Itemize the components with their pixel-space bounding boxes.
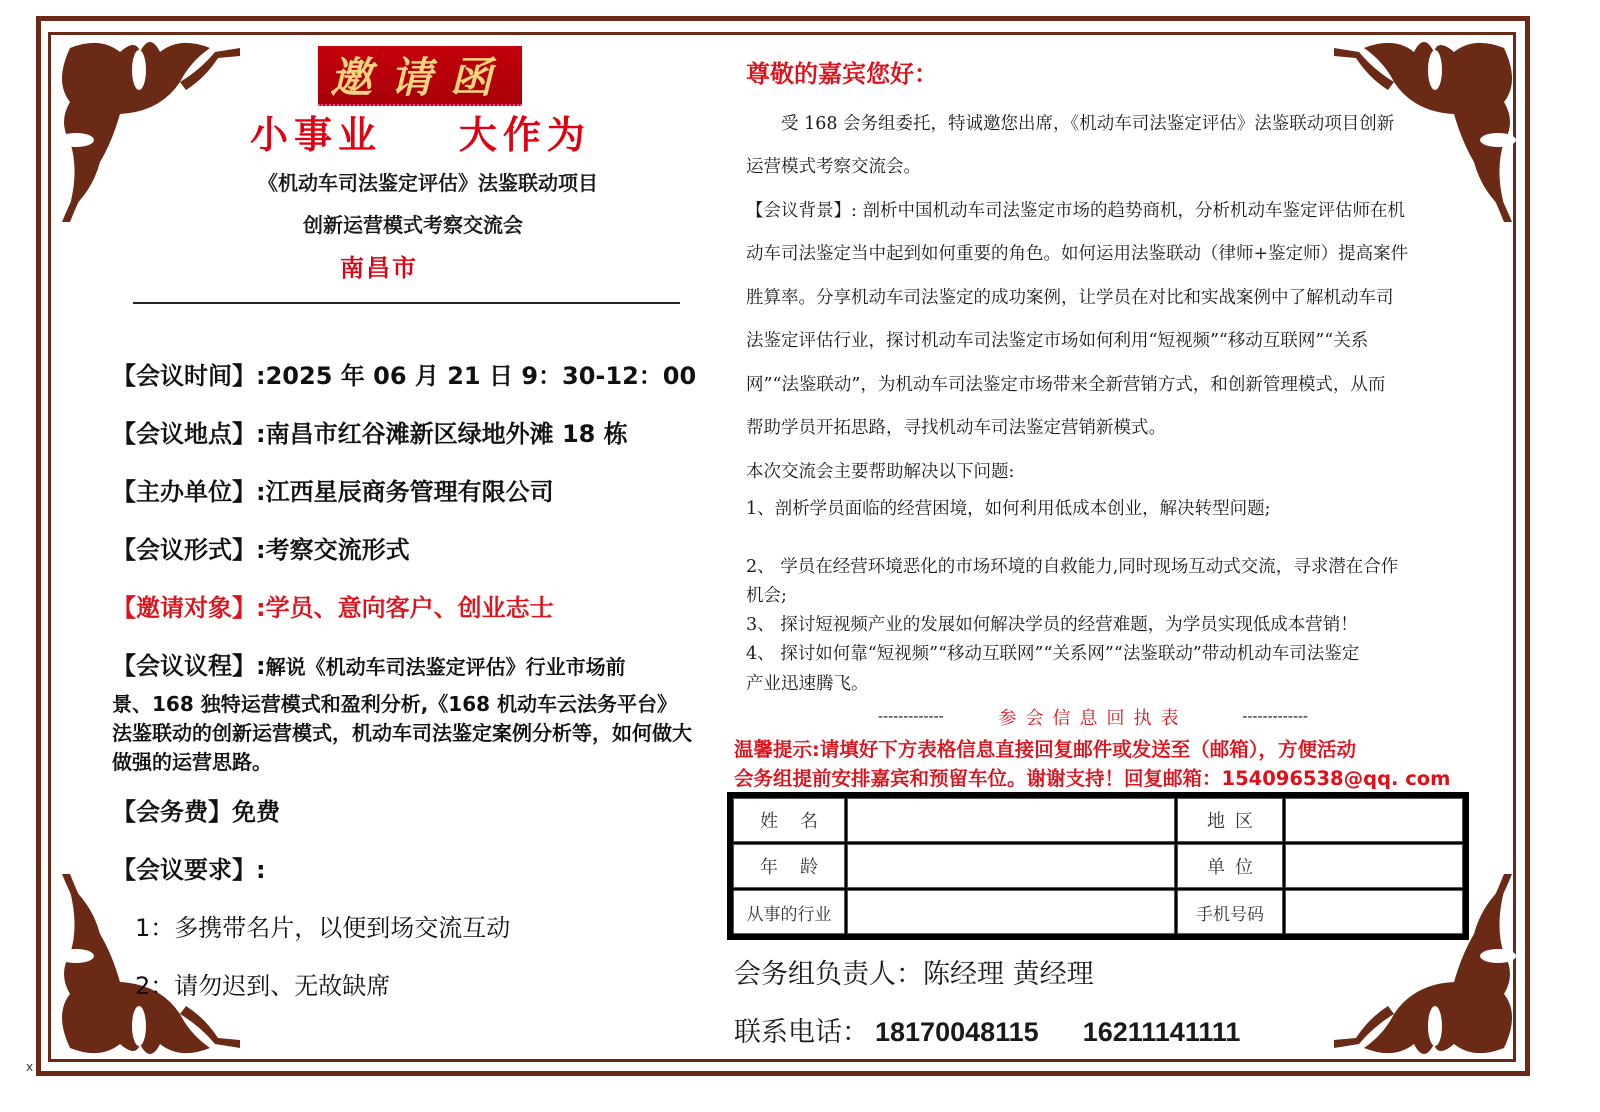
info-label: 【会议形式】: [112, 536, 266, 564]
info-meeting-location [112, 414, 628, 449]
form-label-company: 单位 [1178, 845, 1282, 887]
contact-person [734, 952, 1094, 991]
info-value: 江西星辰商务管理有限公司 [265, 478, 554, 506]
requirement-item: 2：请勿迟到、无故缺席 [135, 972, 391, 1000]
phone-field[interactable] [1286, 891, 1462, 933]
info-label: 【会议议程】: [112, 652, 266, 680]
tip-line: 温馨提示:请填好下方表格信息直接回复邮件或发送至（邮箱），方便活动 [734, 738, 1357, 761]
stray-mark: x [26, 1060, 34, 1074]
name-field[interactable] [848, 799, 1174, 841]
info-label: 【会务费】 [112, 798, 232, 826]
age-field[interactable] [848, 845, 1174, 887]
slogan: 小事业 大作为 [250, 112, 591, 157]
issue-item: 3、 探讨短视频产业的发展如何解决学员的经营难题，为学员实现低成本营销！ [746, 615, 1358, 635]
dashes: ------------- [1242, 709, 1308, 725]
event-title: 创新运营模式考察交流会 [303, 213, 523, 237]
info-value: 2025 年 06 月 21 日 9：30-12：00 [265, 362, 697, 390]
greeting: 尊敬的嘉宾您好： [746, 60, 938, 88]
issue-item: 4、 探讨如何靠“短视频”“移动互联网”“关系网”“法鉴联动”带动机动车司法鉴定 [746, 644, 1360, 664]
receipt-title: 参会信息回执表 [998, 708, 1188, 729]
info-value: 考察交流形式 [265, 536, 410, 564]
paragraph-line: 法鉴定评估行业，探讨机动车司法鉴定市场如何利用“短视频”“移动互联网”“关系 [746, 331, 1369, 351]
info-invitees [112, 588, 554, 623]
industry-field[interactable] [848, 891, 1174, 933]
paragraph-line: 本次交流会主要帮助解决以下问题: [746, 462, 1015, 482]
info-label: 【会议要求】: [112, 856, 266, 884]
info-requirements [112, 850, 266, 885]
left-column [0, 0, 720, 1112]
info-fee [112, 792, 280, 827]
info-format [112, 530, 410, 565]
info-label: 【会议地点】: [112, 420, 266, 448]
issue-item: 产业迅速腾飞。 [746, 674, 869, 694]
info-label: 【主办单位】: [112, 478, 266, 506]
form-label-industry: 从事的行业 [734, 891, 844, 933]
form-label-region: 地区 [1178, 799, 1282, 841]
registration-form [727, 792, 1469, 940]
requirement-item: 1：多携带名片，以便到场交流互动 [135, 914, 511, 942]
paragraph-line: 胜算率。分享机动车司法鉴定的成功案例，让学员在对比和实战案例中了解机动车司 [746, 288, 1394, 308]
banner-title: 邀请函 [329, 53, 510, 102]
company-field[interactable] [1286, 845, 1462, 887]
paragraph-line: 受 168 会务组委托，特诚邀您出席，《机动车司法鉴定评估》法鉴联动项目创新 [746, 114, 1395, 134]
info-value: 解说《机动车司法鉴定评估》行业市场前 [265, 655, 626, 679]
paragraph-line: 动车司法鉴定当中起到如何重要的角色。如何运用法鉴联动（律师+鉴定师）提高案件 [746, 244, 1409, 264]
invitation-banner [318, 46, 522, 106]
form-label-name: 姓名 [734, 799, 844, 841]
info-agenda [112, 646, 626, 681]
paragraph-line: 【会议背景】: 剖析中国机动车司法鉴定市场的趋势商机，分析机动车鉴定评估师在机 [746, 201, 1405, 221]
phone-number: 18170048115 [875, 1017, 1039, 1047]
agenda-text: 景、168 独特运营模式和盈利分析,《168 机动车云法务平台》法鉴联动的创新运营模式，机动车司法鉴定案例分析等，如何做大做强的运营思路。 [112, 692, 692, 774]
info-label: 【会议时间】: [112, 362, 266, 390]
form-label-age: 年龄 [734, 845, 844, 887]
info-value: 南昌市红谷滩新区绿地外滩 18 栋 [265, 420, 628, 448]
receipt-heading [878, 704, 1308, 730]
info-value: 学员、意向客户、创业志士 [265, 594, 554, 622]
info-meeting-time [112, 356, 696, 391]
contact-person-names: 陈经理 黄经理 [923, 959, 1094, 990]
form-label-phone: 手机号码 [1178, 891, 1282, 933]
issue-item: 1、剖析学员面临的经营困境，如何利用低成本创业，解决转型问题; [746, 499, 1271, 519]
contact-phone [734, 1010, 1240, 1049]
issue-item: 2、 学员在经营环境恶化的市场环境的自救能力,同时现场互动式交流，寻求潜在合作 [746, 557, 1399, 577]
tip-line-email: 会务组提前安排嘉宾和预留车位。谢谢支持！回复邮箱：154096538@qq. com [734, 767, 1451, 790]
region-field[interactable] [1286, 799, 1462, 841]
project-title: 《机动车司法鉴定评估》法鉴联动项目 [258, 171, 598, 195]
info-value: 免费 [232, 798, 280, 826]
phone-number: 16211141111 [1082, 1017, 1241, 1047]
city-label: 南昌市 [340, 253, 418, 282]
contact-phone-label: 联系电话： [734, 1017, 869, 1048]
issue-item: 机会; [746, 586, 787, 606]
contact-person-label: 会务组负责人： [734, 959, 923, 990]
paragraph-line: 帮助学员开拓思路，寻找机动车司法鉴定营销新模式。 [746, 418, 1166, 438]
dashes: ------------- [878, 709, 944, 725]
info-label: 【邀请对象】: [112, 594, 266, 622]
divider [133, 302, 680, 304]
info-organizer [112, 472, 554, 507]
paragraph-line: 网”“法鉴联动”，为机动车司法鉴定市场带来全新营销方式，和创新管理模式，从而 [746, 375, 1386, 395]
paragraph-line: 运营模式考察交流会。 [746, 157, 921, 177]
